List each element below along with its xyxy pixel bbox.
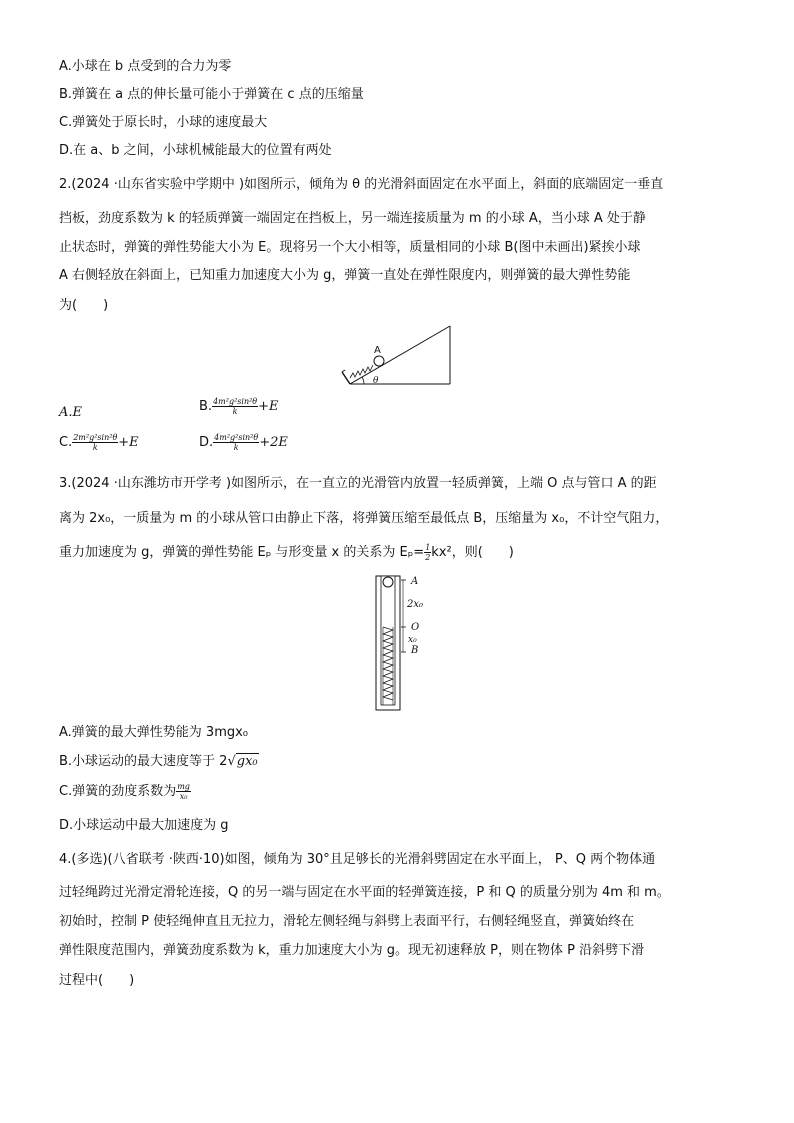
q3-option-c-numerator: mg [177,782,190,791]
q2-option-d-numerator: 4m²g²sin²θ [214,433,259,442]
q1-option-d: D.在 a、b 之间，小球机械能最大的位置有两处 [59,143,332,158]
q2-incline-figure [338,322,456,388]
q3-option-b-prefix: B.小球运动的最大速度等于 2 [59,754,228,769]
q2-stem-line-3: 止状态时，弹簧的弹性势能大小为 E。现将另一个大小相等，质量相同的小球 B(图中未画出)紧挨小球 [59,240,641,255]
q2-option-b-fraction [212,397,258,416]
q2-option-a: A.E [59,405,83,420]
sqrt-icon: √ [227,754,236,769]
q2-option-c-fraction [72,433,118,452]
q3-option-b-radicand: gx₀ [236,754,258,769]
q4-stem-line-2: 过轻绳跨过光滑定滑轮连接，Q 的另一端与固定在水平面的轻弹簧连接，P 和 Q 的质量分别为 4m 和 m。 [59,885,670,900]
q3-stem-line-1: 3.(2024 ·山东潍坊市开学考 )如图所示，在一直立的光滑管内放置一轻质弹簧，上端 O 点与管口 A 的距 [59,476,657,491]
q3-fig-label-x0: x₀ [408,635,417,645]
q1-option-b: B.弹簧在 a 点的伸长量可能小于弹簧在 c 点的压缩量 [59,87,364,102]
q3-fig-label-2x0: 2x₀ [407,599,424,610]
q2-option-d-denominator: k [233,443,239,452]
q3-stem-line-3 [59,543,514,562]
q3-stem-line-3-end: kx²，则( ) [431,545,514,560]
q2-option-c-prefix: C. [59,435,73,450]
q3-fig-label-a: A [411,576,419,587]
q2-option-d [199,433,288,452]
q2-option-c-numerator: 2m²g²sin²θ [73,433,118,442]
q2-option-b [199,397,279,416]
q3-half-numerator: 1 [425,543,431,552]
q3-option-a: A.弹簧的最大弹性势能为 3mgx₀ [59,725,249,740]
q2-option-d-prefix: D. [199,435,214,450]
q2-option-c-denominator: k [92,443,98,452]
q3-option-b [59,753,259,770]
q2-option-c-suffix: +E [118,435,139,450]
q4-stem-line-3: 初始时，控制 P 使轻绳伸直且无拉力，滑轮左侧轻绳与斜劈上表面平行，右侧轻绳竖直，弹簧始终在 [59,914,635,929]
q1-option-a: A.小球在 b 点受到的合力为零 [59,59,232,74]
q2-option-d-suffix: +2E [259,435,288,450]
q3-tube-figure [370,574,410,714]
q2-option-c [59,433,139,452]
q2-stem-line-4: A 右侧轻放在斜面上，已知重力加速度大小为 g，弹簧一直处在弹性限度内，则弹簧的最大弹性势能 [59,268,631,283]
q3-option-c-denominator: x₀ [179,792,188,801]
q3-option-c-prefix: C.弹簧的劲度系数为 [59,784,177,799]
q3-fig-label-o: O [411,622,420,633]
q3-fig-label-b: B [411,645,419,656]
q3-option-c-fraction [176,782,191,801]
q2-fig-ball-label: A [374,345,381,356]
q3-stem-line-3-start: 重力加速度为 g，弹簧的弹性势能 Eₚ 与形变量 x 的关系为 Eₚ= [59,545,425,560]
q4-stem-line-5: 过程中( ) [59,973,135,988]
q4-stem-line-4: 弹性限度范围内，弹簧劲度系数为 k，重力加速度大小为 g。现无初速释放 P，则在物体 P 沿斜劈下滑 [59,943,645,958]
q2-option-d-fraction [213,433,259,452]
q4-stem-line-1: 4.(多选)(八省联考 ·陕西·10)如图，倾角为 30°且足够长的光滑斜劈固定在水平面上， P、Q 两个物体通 [59,852,656,867]
q2-fig-angle-label: θ [373,376,379,386]
q1-option-c: C.弹簧处于原长时，小球的速度最大 [59,115,268,130]
q3-option-c [59,782,191,801]
q2-stem-line-1: 2.(2024 ·山东省实验中学期中 )如图所示，倾角为 θ 的光滑斜面固定在水平面上，斜面的底端固定一垂直 [59,177,664,192]
q2-option-b-suffix: +E [258,399,279,414]
q3-stem-line-2: 离为 2x₀，一质量为 m 的小球从管口由静止下落，将弹簧压缩至最低点 B，压缩量为 x₀，不计空气阻力， [59,511,669,526]
q2-option-b-denominator: k [232,407,238,416]
q2-option-b-prefix: B. [199,399,213,414]
q3-option-d: D.小球运动中最大加速度为 g [59,818,229,833]
q2-option-b-numerator: 4m²g²sin²θ [213,397,258,406]
q2-stem-line-5: 为( ) [59,298,109,313]
q2-stem-line-2: 挡板，劲度系数为 k 的轻质弹簧一端固定在挡板上，另一端连接质量为 m 的小球 A，当小球 A 处于静 [59,211,646,226]
q3-half-denominator: 2 [425,553,431,562]
